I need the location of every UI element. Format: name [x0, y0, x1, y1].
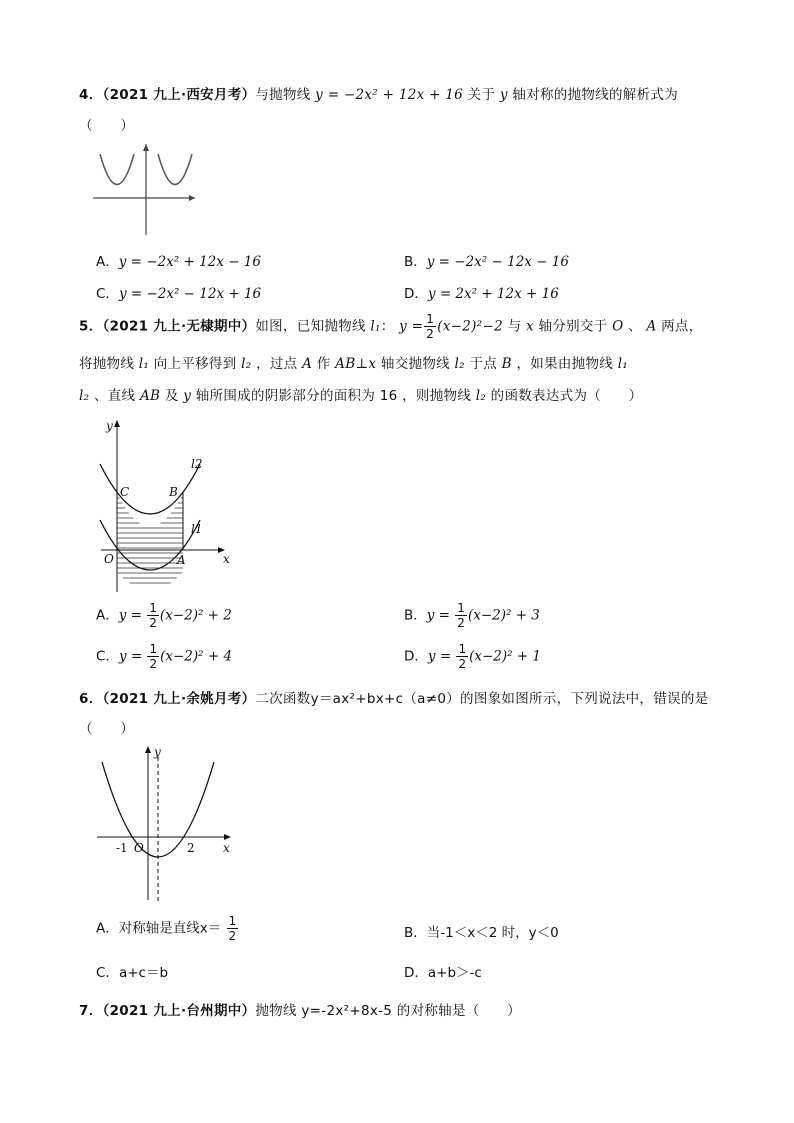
q5-line3: l₂ 、直线 AB 及 y 轴所围成的阴影部分的面积为 16 ，则抛物线 l₂ 的函数表达式为（ ） — [79, 388, 643, 404]
q7-source: （2021 九上·台州期中） — [102, 1003, 256, 1019]
q4-stem-a: 与抛物线 — [255, 87, 311, 103]
q5-number: 5 — [79, 318, 89, 335]
q4-axis: y — [499, 87, 508, 103]
q4-right-parabola — [158, 154, 192, 185]
q6-bracket: （ ） — [79, 721, 135, 737]
q6-option-a: A．对称轴是直线x＝ $\frac{1}{2}$ — [96, 914, 237, 943]
q5-shaded-region — [117, 490, 183, 595]
q6-stem: 6．（2021 九上·余姚月考）二次函数y＝ax²+bx+c（a≠0）的图象如图所示，下列说法中，错误的是 — [79, 691, 709, 707]
q5-label-l1: l1 — [191, 522, 203, 536]
q4-option-b: B．y = −2x² − 12x − 16 — [404, 254, 569, 270]
q5-label-a: A — [177, 553, 186, 567]
q4-option-c: C．y = −2x² − 12x + 16 — [96, 286, 262, 302]
q4-option-d: D．y = 2x² + 12x + 16 — [404, 286, 559, 302]
q5-option-a: A．y = $\frac{1}{2}$ (x−2)² + 2 — [96, 601, 232, 630]
q6-option-c: C．a+c＝b — [96, 965, 169, 981]
q6-label-y: y — [154, 745, 161, 759]
q4-graph — [90, 140, 200, 238]
q5-label-x: x — [223, 552, 230, 566]
q4-stem-b: 关于 — [467, 87, 496, 103]
q5-source: （2021 九上·无棣期中） — [102, 318, 256, 335]
q5-label-b: B — [169, 485, 178, 499]
q6-option-b: B．当-1＜x＜2 时，y＜0 — [404, 925, 559, 941]
q4-number: 4 — [79, 87, 89, 103]
q7-stem-text: 抛物线 y=-2x²+8x-5 的对称轴是（ ） — [255, 1003, 521, 1019]
q4-left-parabola — [100, 154, 134, 185]
q5-option-d: D．y = $\frac{1}{2}$ (x−2)² + 1 — [404, 642, 542, 671]
q6-label-o: O — [134, 841, 144, 855]
q5-label-y: y — [106, 419, 113, 433]
q5-label-o: O — [104, 552, 114, 566]
q6-label-neg1: -1 — [116, 841, 128, 855]
q7-number: 7 — [79, 1003, 89, 1019]
q6-source: （2021 九上·余姚月考） — [102, 691, 256, 707]
q4-stem: 4．（2021 九上·西安月考）与抛物线 y = −2x² + 12x + 16 关于 y 轴对称的抛物线的解析式为 — [79, 87, 679, 103]
q5-graph — [95, 410, 245, 595]
q4-formula: y = −2x² + 12x + 16 — [315, 87, 464, 103]
q5-label-l2: l2 — [191, 457, 203, 471]
q6-label-2: 2 — [187, 841, 195, 855]
q6-option-d: D．a+b＞-c — [404, 965, 482, 981]
q6-graph — [92, 742, 242, 907]
q4-source: （2021 九上·西安月考） — [102, 87, 256, 103]
q7-stem: 7．（2021 九上·台州期中）抛物线 y=-2x²+8x-5 的对称轴是（ ） — [79, 1003, 521, 1019]
q5-option-c: C．y = $\frac{1}{2}$ (x−2)² + 4 — [96, 642, 233, 671]
q4-stem-c: 轴对称的抛物线的解析式为 — [512, 87, 679, 103]
q5-label-c: C — [120, 485, 130, 499]
q5-parabola-l2 — [100, 464, 200, 514]
q6-stem-text: 二次函数y＝ax²+bx+c（a≠0）的图象如图所示，下列说法中，错误的是 — [255, 691, 709, 707]
q4-option-a: A．y = −2x² + 12x − 16 — [96, 254, 261, 270]
q5-line2: 将抛物线 l₁ 向上平移得到 l₂ ，过点 A 作 AB⊥x 轴交抛物线 l₂ 于点 B ，如果由抛物线 l₁ — [79, 356, 629, 372]
q4-bracket: （ ） — [79, 118, 135, 134]
q5-option-b: B．y = $\frac{1}{2}$ (x−2)² + 3 — [404, 601, 540, 630]
q6-number: 6 — [79, 691, 89, 707]
q6-label-x: x — [223, 841, 230, 855]
q5-line1: 5．（2021 九上·无棣期中）如图，已知抛物线 l₁： y = $\frac{1}{2}$ (x−2)²−2 与 x 轴分别交于 O 、 A 两点， — [79, 312, 703, 341]
